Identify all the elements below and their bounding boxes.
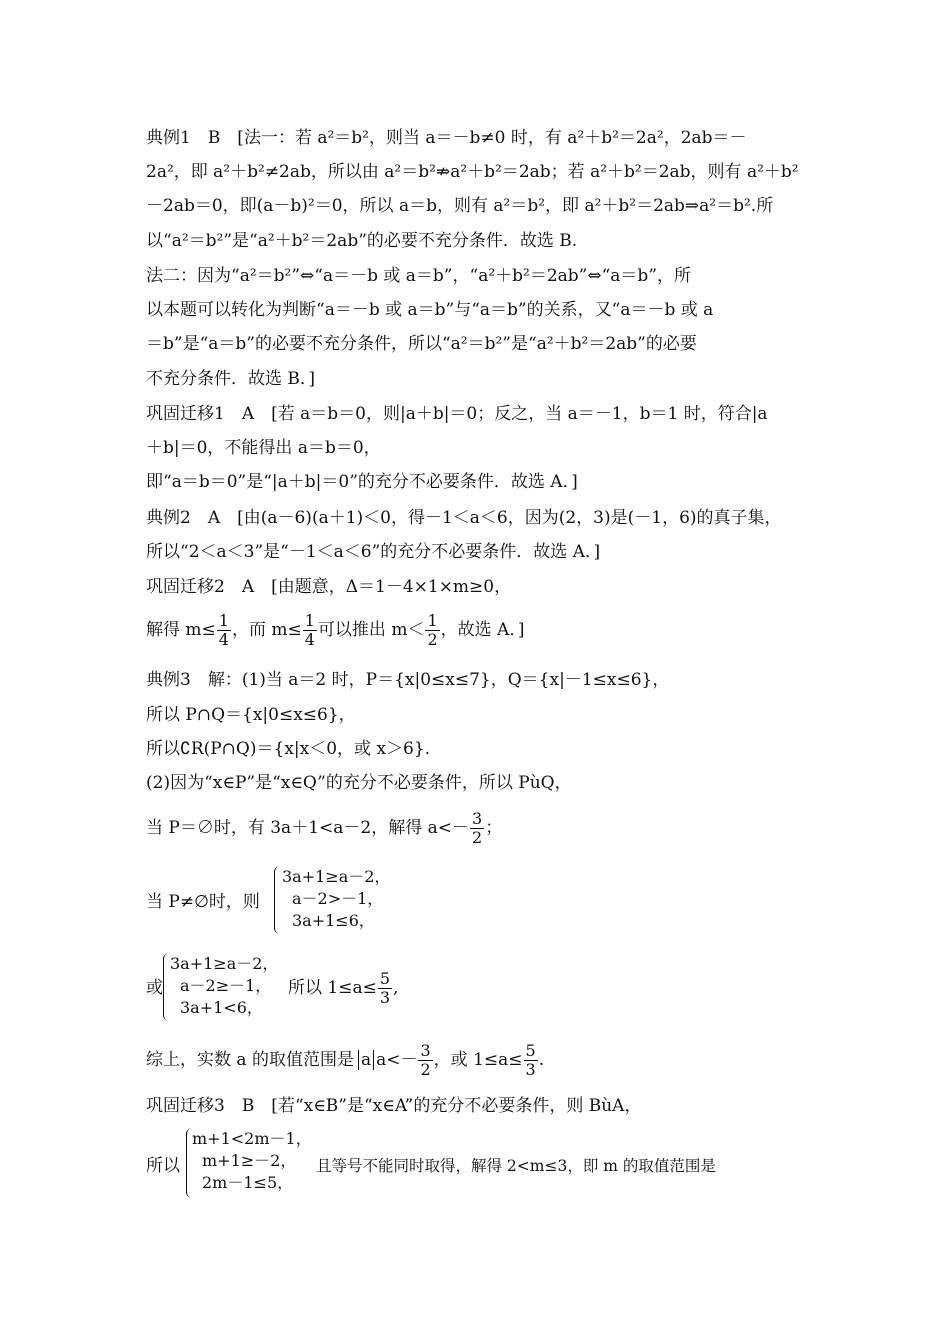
sys2-conclusion <box>288 968 488 1008</box>
system-1-row-3: 3a+1≤6， <box>292 911 375 930</box>
fraction-three-halves-2 <box>418 1042 432 1079</box>
frac-num: 1 <box>427 611 438 630</box>
system-2-row-2: a－2≥－1， <box>180 976 272 995</box>
line-23-text-d: ，或 1≤a≤ <box>433 1050 523 1070</box>
line-23 <box>146 1040 811 1080</box>
line-15-text-c: 可以推出 m＜ <box>317 620 425 640</box>
line-23-text-a: 综上，实数 a 的取值范围是 <box>146 1050 354 1070</box>
fraction-five-thirds <box>378 970 392 1007</box>
line-10: ＋b|＝0，不能得出 a＝b＝0， <box>146 438 381 458</box>
sys3-prefix: 所以 <box>146 1156 180 1176</box>
line-23-var: a <box>360 1050 372 1070</box>
line-15-text-b: ，而 m≤ <box>231 620 302 640</box>
brace-1 <box>274 866 281 934</box>
frac-num: 3 <box>472 809 483 828</box>
system-3-row-2: m+1≥－2， <box>202 1151 297 1170</box>
system-2 <box>170 953 278 1019</box>
set-builder-bar-2 <box>373 1050 374 1070</box>
frac-den: 4 <box>304 630 315 649</box>
fraction-one-quarter <box>217 612 231 649</box>
line-13: 所以“2＜a＜3”是“－1＜a＜6”的充分不必要条件．故选 A．] <box>146 542 601 562</box>
system-3-row-1: m+1<2m－1， <box>192 1129 312 1148</box>
line-17: 所以 P∩Q＝{x|0≤x≤6}， <box>146 705 356 725</box>
line-19: (2)因为“x∈P”是“x∈Q”的充分不必要条件，所以 PùQ， <box>146 773 572 793</box>
fraction-five-thirds-2 <box>524 1042 538 1079</box>
frac-den: 2 <box>472 828 483 847</box>
line-3: －2ab＝0，即(a－b)²＝0，所以 a＝b，则有 a²＝b²，即 a²＋b²＝2ab⇒a²＝b².所 <box>146 196 774 216</box>
frac-den: 2 <box>427 630 438 649</box>
sys1-prefix: 当 P≠∅时，则 <box>146 892 260 912</box>
line-8: 不充分条件．故选 B．] <box>146 369 316 389</box>
frac-num: 1 <box>304 611 315 630</box>
line-9: 巩固迁移1 A [若 a＝b＝0，则|a＋b|＝0；反之，当 a＝－1，b＝1 时，符合|a <box>146 404 768 424</box>
sys2-prefix: 或 <box>146 978 163 998</box>
brace-2 <box>163 953 170 1021</box>
line-12: 典例2 A [由(a－6)(a＋1)＜0，得－1＜a＜6，因为(2，3)是(－1，6)的真子集， <box>146 508 782 528</box>
frac-den: 3 <box>379 988 391 1007</box>
frac-den: 3 <box>525 1060 536 1079</box>
line-7: ＝b”是“a＝b”的必要不充分条件，所以“a²＝b²”是“a²＋b²＝2ab”的必要 <box>146 334 697 354</box>
line-20-text-a: 当 P＝∅时，有 3a＋1<a－2，解得 a<－ <box>146 818 469 838</box>
frac-num: 1 <box>218 611 229 630</box>
fraction-one-half <box>425 612 439 649</box>
frac-den: 2 <box>420 1060 431 1079</box>
line-14: 巩固迁移2 A [由题意，Δ＝1－4×1×m≥0， <box>146 577 512 597</box>
system-3-row-3: 2m－1≤5， <box>202 1173 294 1192</box>
line-6: 以本题可以转化为判断“a＝－b 或 a＝b”与“a＝b”的关系，又“a＝－b 或 a <box>146 300 714 320</box>
system-1-row-1: 3a+1≥a－2， <box>282 867 391 886</box>
frac-den: 4 <box>218 630 229 649</box>
line-2: 2a²，即 a²＋b²≠2ab，所以由 a²＝b²⇏a²＋b²＝2ab；若 a²＋b²＝2ab，则有 a²＋b² <box>146 162 799 182</box>
system-2-row-3: 3a+1<6， <box>180 998 263 1017</box>
frac-num: 3 <box>420 1041 431 1060</box>
system-1-row-2: a－2>－1， <box>292 889 384 908</box>
line-23-text-c: a<－ <box>376 1050 418 1070</box>
system-1 <box>282 866 390 932</box>
fraction-three-halves <box>470 810 484 847</box>
line-20 <box>146 808 811 848</box>
line-15 <box>146 610 811 650</box>
line-4: 以“a²＝b²”是“a²＋b²＝2ab”的必要不充分条件．故选 B. <box>146 231 578 251</box>
line-16: 典例3 解：(1)当 a＝2 时，P＝{x|0≤x≤7}，Q＝{x|－1≤x≤6}， <box>146 670 670 690</box>
line-24: 巩固迁移3 B [若“x∈B”是“x∈A”的充分不必要条件，则 BùA， <box>146 1096 642 1116</box>
line-15-text-a: 解得 m≤ <box>146 620 216 640</box>
line-11: 即“a＝b＝0”是“|a＋b|＝0”的充分不必要条件．故选 A．] <box>146 472 578 492</box>
line-5: 法二：因为“a²＝b²”⇔“a＝－b 或 a＝b”，“a²＋b²＝2ab”⇔“a＝b”，所 <box>146 266 692 286</box>
fraction-one-quarter-2 <box>303 612 317 649</box>
line-23-text-e: . <box>538 1050 545 1070</box>
line-15-text-d: ，故选 A．] <box>440 620 525 640</box>
system-2-row-1: 3a+1≥a－2， <box>170 954 279 973</box>
sys2-end: , <box>393 978 399 998</box>
frac-num: 5 <box>379 969 391 988</box>
line-1: 典例1 B [法一：若 a²＝b²，则当 a＝－b≠0 时，有 a²＋b²＝2a²，2ab＝－ <box>146 128 747 148</box>
frac-num: 5 <box>525 1041 536 1060</box>
sys2-suffix: 所以 1≤a≤ <box>288 978 377 998</box>
system-3 <box>192 1128 312 1194</box>
line-20-text-b: ； <box>485 818 503 838</box>
line-18: 所以∁R(P∩Q)＝{x|x＜0，或 x＞6}. <box>146 739 431 759</box>
sys3-suffix: 且等号不能同时取得，解得 2<m≤3，即 m 的取值范围是 <box>316 1157 716 1175</box>
